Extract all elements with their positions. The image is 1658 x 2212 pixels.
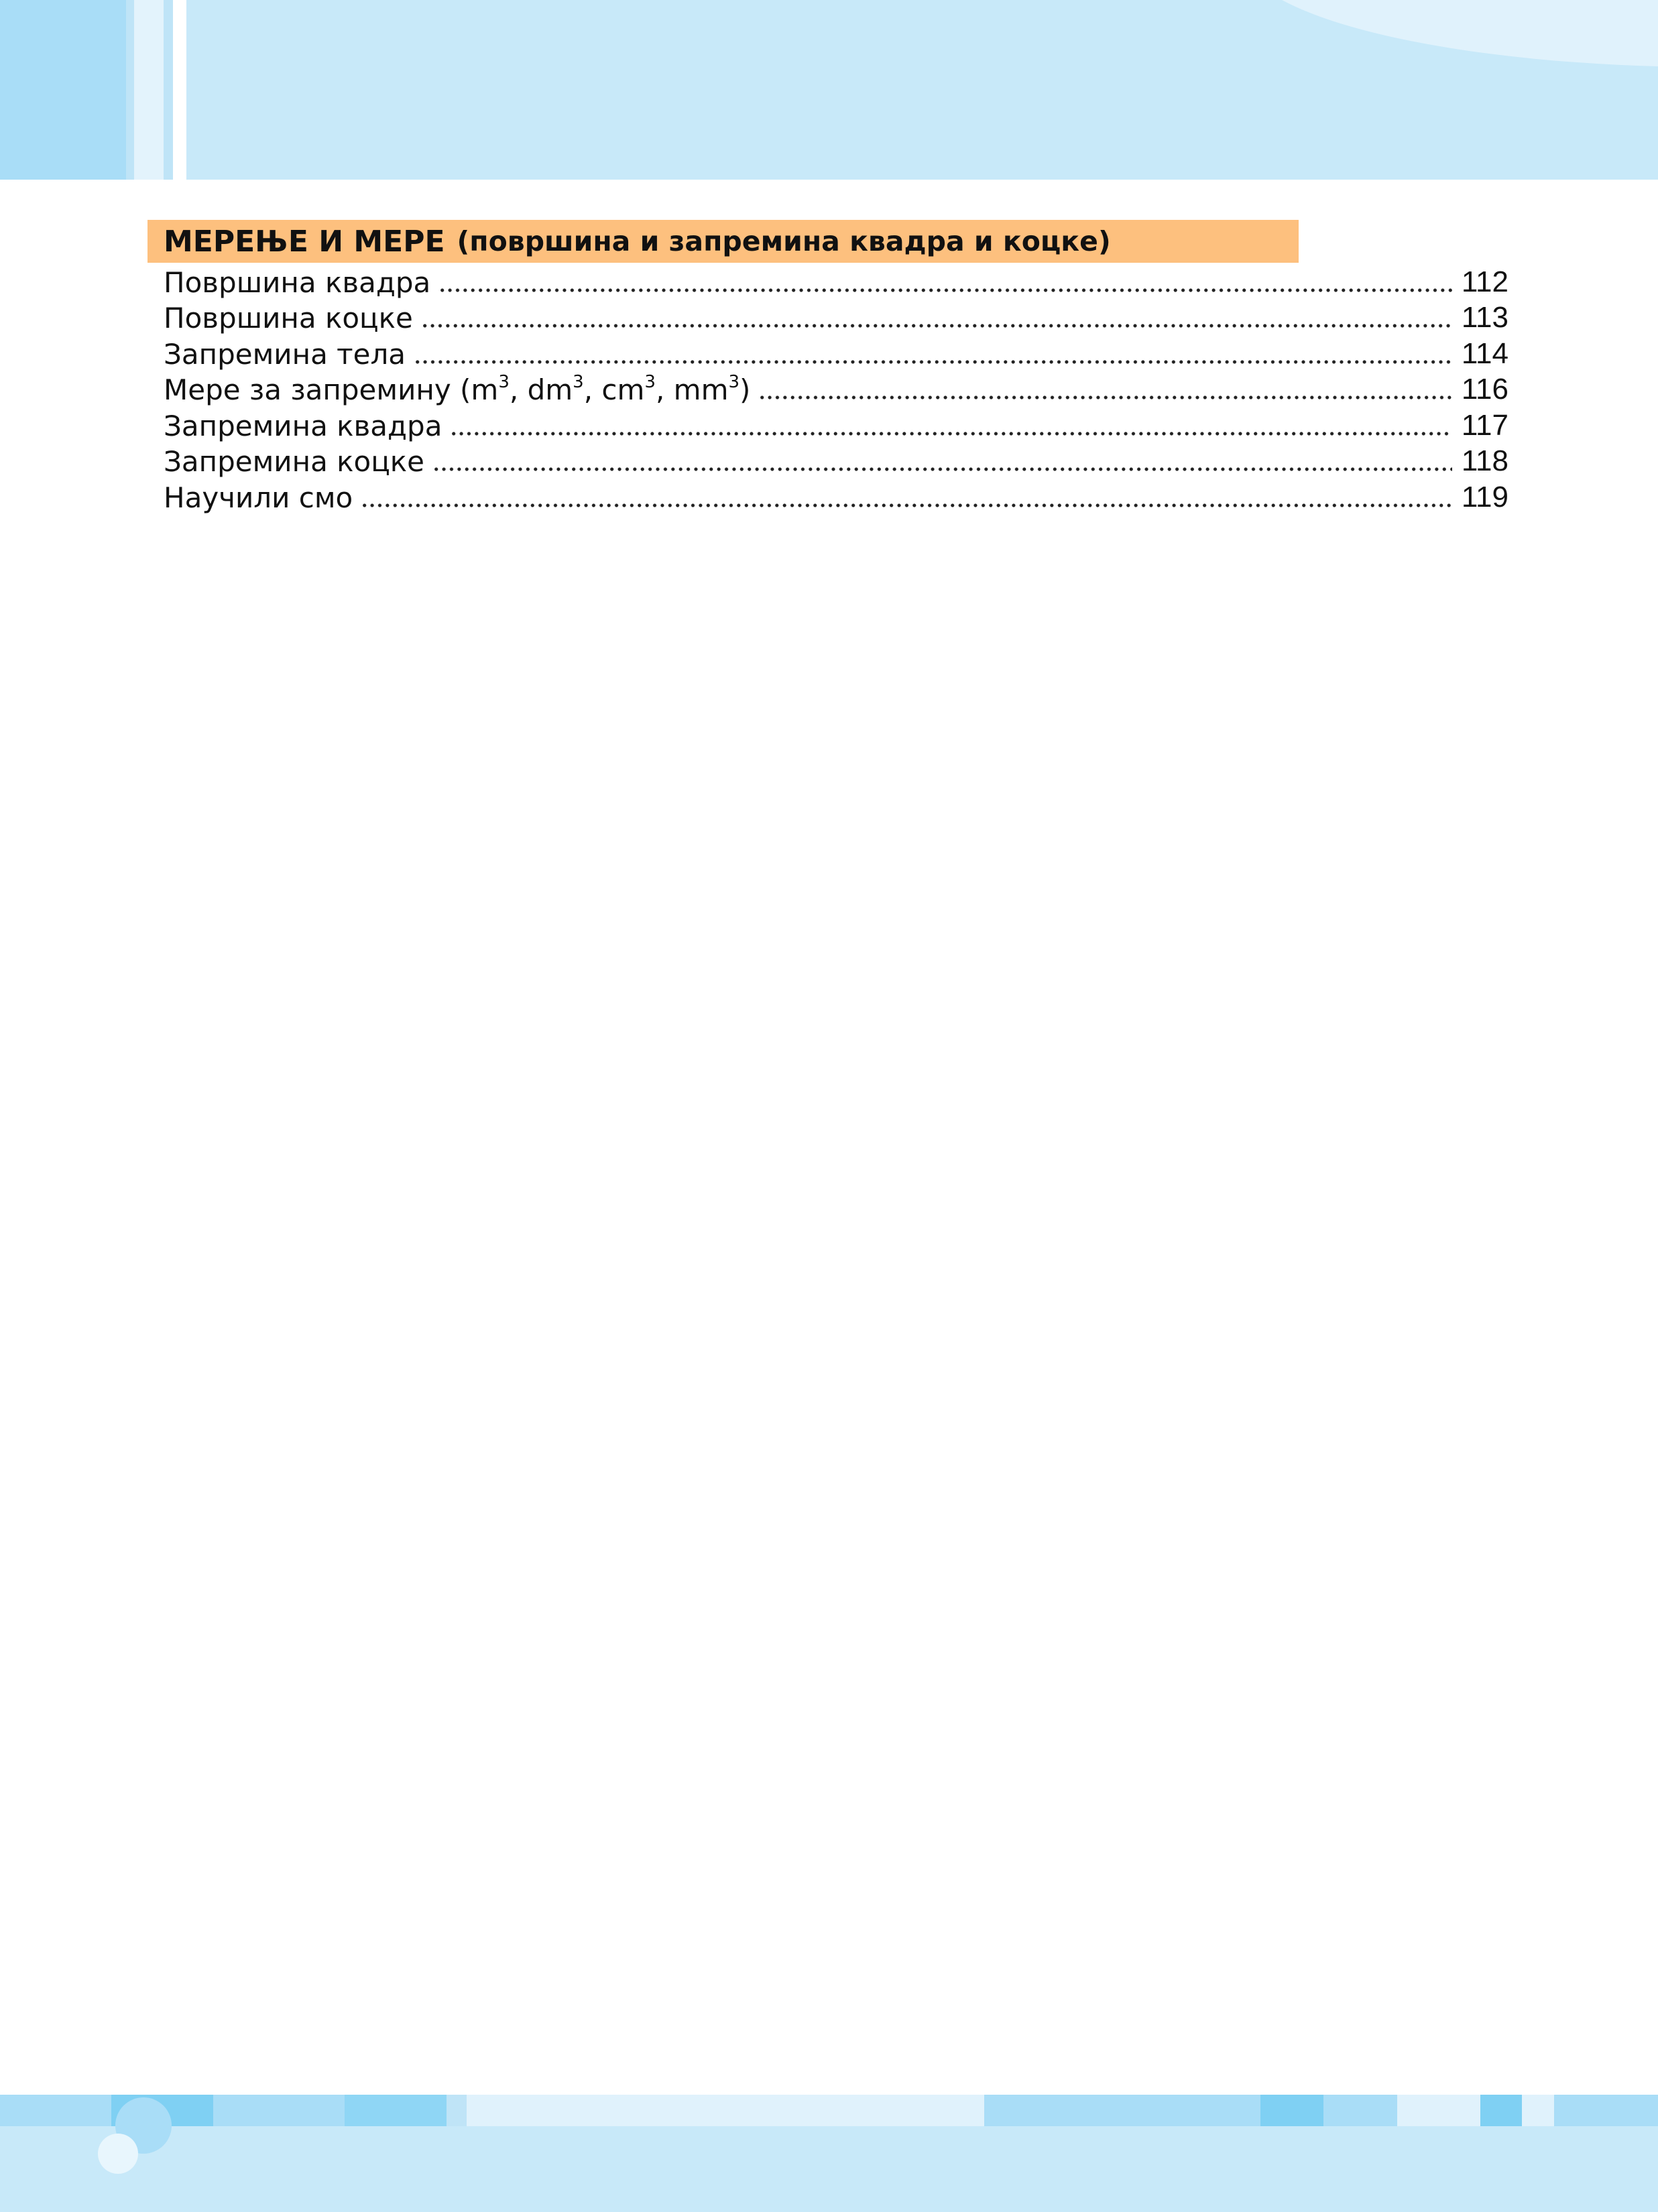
toc-entry[interactable] xyxy=(147,371,1508,407)
section-subtitle: (површина и запремина квадра и коцке) xyxy=(457,225,1111,257)
footer-segment xyxy=(1260,2095,1323,2126)
footer-segment xyxy=(345,2095,447,2126)
footer-segment xyxy=(1323,2095,1397,2126)
footer-segment xyxy=(467,2095,984,2126)
toc-entry-label: Запремина коцке xyxy=(164,445,425,478)
header-stripe xyxy=(173,0,186,180)
toc-entry-page: 112 xyxy=(1461,265,1508,298)
label-text: , dm xyxy=(509,373,573,406)
label-text: Мере за запремину (m xyxy=(164,373,499,406)
section-heading xyxy=(147,220,1299,263)
toc-entry[interactable] xyxy=(147,406,1508,442)
superscript: 3 xyxy=(573,372,584,392)
toc-entry-page: 118 xyxy=(1461,444,1508,477)
footer-band xyxy=(0,2095,1658,2212)
superscript: 3 xyxy=(728,372,740,392)
header-swoosh xyxy=(1240,0,1658,67)
footer-segment xyxy=(1480,2095,1522,2126)
dot-leader xyxy=(432,467,1452,471)
footer-segment xyxy=(213,2095,345,2126)
footer-segment xyxy=(1522,2095,1554,2126)
header-band xyxy=(0,0,1658,180)
toc-entry-label: Површина квадра xyxy=(164,265,431,299)
dot-leader xyxy=(450,432,1452,436)
footer-circle xyxy=(98,2134,138,2174)
toc-entry-label: Запремина квадра xyxy=(164,409,442,442)
header-stripe xyxy=(164,0,173,180)
dot-leader xyxy=(421,324,1452,328)
label-text: , mm xyxy=(655,373,729,406)
toc-entry[interactable] xyxy=(147,442,1508,479)
footer-segment xyxy=(984,2095,1260,2126)
footer-strip xyxy=(0,2095,1658,2126)
toc-entry[interactable] xyxy=(147,334,1508,371)
toc-entry-label: Површина коцке xyxy=(164,302,413,334)
dot-leader xyxy=(438,288,1452,292)
dot-leader xyxy=(361,503,1452,507)
section-title: МЕРЕЊЕ И МЕРЕ xyxy=(164,224,445,259)
label-text: , cm xyxy=(583,373,645,406)
footer-segment xyxy=(1554,2095,1658,2126)
superscript: 3 xyxy=(644,372,656,392)
footer-segment xyxy=(0,2095,111,2126)
dot-leader xyxy=(414,360,1452,364)
toc-entry[interactable] xyxy=(147,263,1508,299)
footer-segment xyxy=(447,2095,467,2126)
toc-entry-page: 113 xyxy=(1461,301,1508,334)
toc-entry-page: 116 xyxy=(1461,373,1508,406)
footer-segment xyxy=(1397,2095,1480,2126)
toc-entry-page: 114 xyxy=(1461,336,1508,370)
toc-entry[interactable] xyxy=(147,478,1508,514)
toc-entry-label: Научили смо xyxy=(164,481,353,514)
table-of-contents xyxy=(147,220,1508,514)
toc-entry-label: Запремина тела xyxy=(164,337,406,371)
toc-entry-page: 119 xyxy=(1461,480,1508,513)
toc-entry[interactable] xyxy=(147,299,1508,335)
label-text: ) xyxy=(739,373,751,406)
superscript: 3 xyxy=(498,372,510,392)
dot-leader xyxy=(758,395,1452,400)
toc-entry-label xyxy=(164,373,750,406)
header-stripe xyxy=(0,0,126,180)
toc-entry-page: 117 xyxy=(1461,408,1508,442)
header-stripe xyxy=(134,0,164,180)
header-stripe xyxy=(126,0,134,180)
